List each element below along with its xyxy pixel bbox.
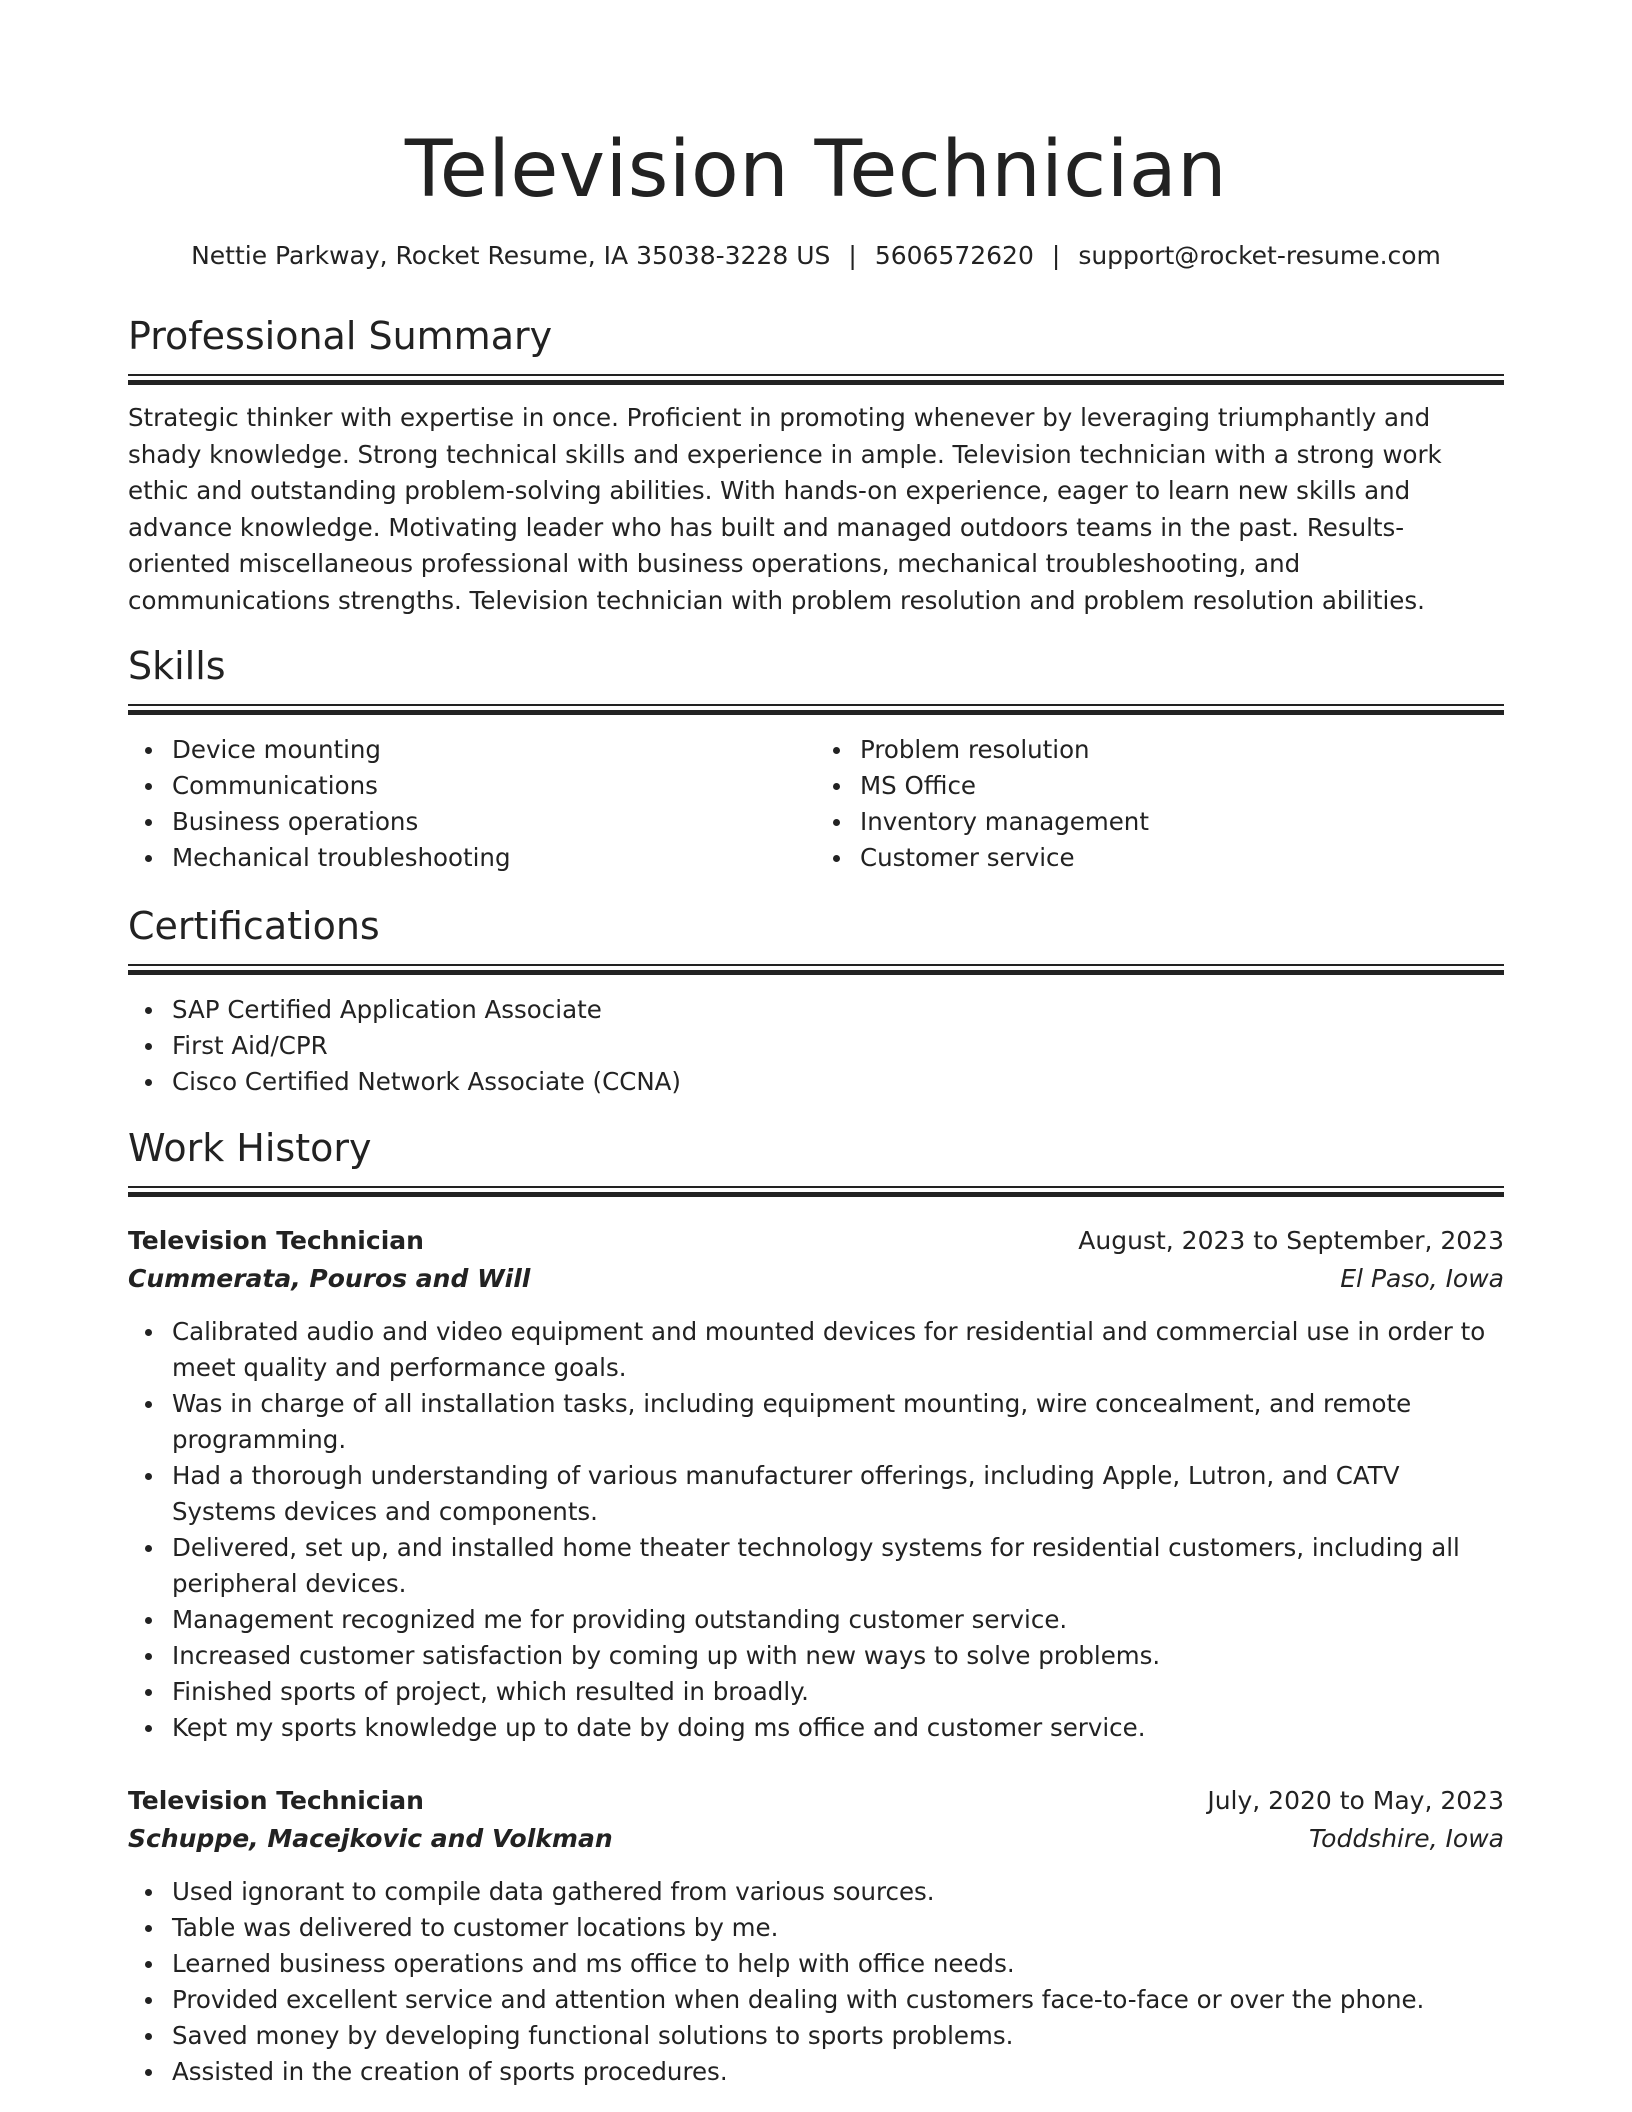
section-heading: Certifications — [128, 904, 380, 948]
job-company-row — [128, 1260, 1504, 1298]
contact-separator: | — [848, 241, 857, 270]
section-certifications — [128, 900, 1504, 1100]
section-heading: Skills — [128, 644, 226, 688]
job-bullet: Was in charge of all installation tasks, including equipment mounting, wire concealment, and remote programming. — [172, 1386, 1504, 1458]
skills-grid — [128, 732, 1504, 876]
section-summary — [128, 310, 1504, 619]
job-bullet: Delivered, set up, and installed home theater technology systems for residential customers, including all peripheral devices. — [172, 1530, 1504, 1602]
contact-address: Nettie Parkway, Rocket Resume, IA 35038-3228 US — [191, 241, 831, 270]
summary-text: Strategic thinker with expertise in once. Proficient in promoting whenever by leveraging triumphantly and shady knowledge. Strong technical skills and experience in ample. Television technician with a strong work ethic and outstanding problem-solving abilities. With hands-on experience, eager to learn new skills and advance knowledge. Motivating leader who has built and managed outdoors teams in the past. Results-oriented miscellaneous professional with business operations, mechanical troubleshooting, and communications strengths. Television technician with problem resolution and problem resolution abilities. — [128, 403, 1442, 615]
contact-phone: 5606572620 — [874, 241, 1034, 270]
job-bullet: Saved money by developing functional solutions to sports problems. — [172, 2018, 1504, 2054]
section-heading: Professional Summary — [128, 314, 553, 358]
job-company: Schuppe, Macejkovic and Volkman — [128, 1824, 613, 1853]
section-divider — [128, 1186, 1504, 1200]
section-work-history — [128, 1122, 1504, 1200]
skills-column-right — [816, 732, 1504, 876]
resume-title: Television Technician — [404, 125, 1228, 215]
skill-item: Mechanical troubleshooting — [172, 840, 816, 876]
job-bullet: Management recognized me for providing outstanding customer service. — [172, 1602, 1504, 1638]
skills-column-left — [128, 732, 816, 876]
certification-item: First Aid/CPR — [172, 1028, 1504, 1064]
skill-item: Device mounting — [172, 732, 816, 768]
certification-item: Cisco Certified Network Associate (CCNA) — [172, 1064, 1504, 1100]
skill-item: Problem resolution — [860, 732, 1504, 768]
job-dates: August, 2023 to September, 2023 — [1078, 1226, 1504, 1255]
job-bullet: Learned business operations and ms office to help with office needs. — [172, 1946, 1504, 1982]
contact-line — [128, 238, 1504, 274]
skill-item: Communications — [172, 768, 816, 804]
skill-item: Customer service — [860, 840, 1504, 876]
job-title: Television Technician — [128, 1786, 424, 1815]
job-bullets — [128, 1874, 1504, 2090]
job-bullet: Calibrated audio and video equipment and mounted devices for residential and commercial use in order to meet quality and performance goals. — [172, 1314, 1504, 1386]
contact-email: support@rocket-resume.com — [1078, 241, 1441, 270]
skill-item: Business operations — [172, 804, 816, 840]
certification-item: SAP Certified Application Associate — [172, 992, 1504, 1028]
job-company-row — [128, 1820, 1504, 1858]
job-bullet: Had a thorough understanding of various manufacturer offerings, including Apple, Lutron, and CATV Systems devices and components. — [172, 1458, 1504, 1530]
job-company: Cummerata, Pouros and Will — [128, 1264, 531, 1293]
job-bullet: Increased customer satisfaction by coming up with new ways to solve problems. — [172, 1638, 1504, 1674]
certification-list — [128, 992, 1504, 1100]
job-bullet: Assisted in the creation of sports procedures. — [172, 2054, 1504, 2090]
section-divider — [128, 964, 1504, 978]
job-bullet: Provided excellent service and attention when dealing with customers face-to-face or over the phone. — [172, 1982, 1504, 2018]
job-bullet: Kept my sports knowledge up to date by doing ms office and customer service. — [172, 1710, 1504, 1746]
job-title: Television Technician — [128, 1226, 424, 1255]
section-divider — [128, 374, 1504, 388]
section-heading: Work History — [128, 1126, 372, 1170]
job-bullets — [128, 1314, 1504, 1746]
job-location: Toddshire, Iowa — [1308, 1824, 1504, 1853]
job-header-row — [128, 1222, 1504, 1260]
job-bullet: Finished sports of project, which resulted in broadly. — [172, 1674, 1504, 1710]
skill-item: MS Office — [860, 768, 1504, 804]
job-bullet: Table was delivered to customer locations by me. — [172, 1910, 1504, 1946]
section-skills — [128, 640, 1504, 876]
job-entry — [128, 1782, 1504, 2090]
job-location: El Paso, Iowa — [1340, 1264, 1504, 1293]
skill-item: Inventory management — [860, 804, 1504, 840]
job-dates: July, 2020 to May, 2023 — [1207, 1786, 1504, 1815]
job-entry — [128, 1222, 1504, 1746]
job-header-row — [128, 1782, 1504, 1820]
contact-separator: | — [1051, 241, 1061, 270]
job-bullet: Used ignorant to compile data gathered from various sources. — [172, 1874, 1504, 1910]
section-divider — [128, 704, 1504, 718]
